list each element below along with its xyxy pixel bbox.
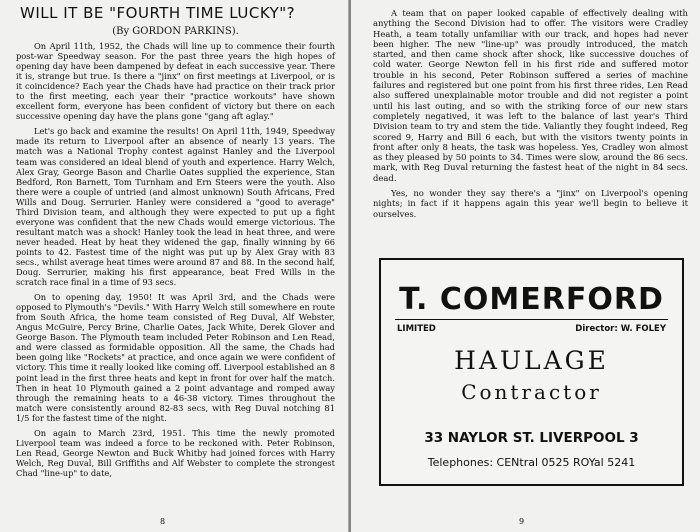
page-number: 9 [519,517,525,526]
advert-director: Director: W. FOLEY [575,324,666,334]
advert-limited-label: LIMITED [397,324,436,334]
advert-company-name: T. COMERFORD [399,282,664,317]
advert-service-subheading: Contractor [461,380,602,404]
article-paragraph: Yes, no wonder they say there's a "jinx" on Liverpool's opening nights; in fact if it happens again this year we'll begin to believe it ourselves. [373,188,688,219]
left-page [0,0,349,532]
article-paragraph: On April 11th, 1952, the Chads will line up to commence their fourth post-war Speedway season. For the past three years the high hopes of opening day have been dampened by defeat in each successive year. There it is, strange but true. Is there a "jinx" on first meetings at Liverpool, or is it coincidence? Each year the Chads have had practice on their track prior to the first meeting, each year their "practice workouts" have shown excellent form, everyone has been confident of victory but there on each successive opening day have the plans gone "gang aft aglay." [16,41,335,122]
advert-service-heading: HAULAGE [454,346,609,375]
article-byline: (By GORDON PARKINS). [112,26,239,37]
article-paragraph: On again to March 23rd, 1951. This time the newly promoted Liverpool team was indeed a force to be reckoned with. Peter Robinson, Len Read, George Newton and Buck Whitby had joined forces with Harry Welch, Reg Duval, Bill Griffiths and Alf Webster to complete the strongest Chad "line-up" to date, [16,427,335,478]
advert-telephones: Telephones: CENtral 0525 ROYal 5241 [427,456,636,469]
haulage-advertisement [379,258,684,486]
article-paragraph: On to opening day, 1950! It was April 3rd, and the Chads were opposed to Plymouth's "Devils." With Harry Welch still somewhere en route from South Africa, the home team consisted of Reg Duval, Alf Webster, Angus McGuire, Percy Brine, Charlie Oates, Jack White, Derek Glover and George Bason. The Plymouth team included Peter Robinson and Len Read, and were classed as formidable opposition. All the same, the Chads had been going like "Rockets" at practice, and once again we were confident of victory. This time it really looked like coming off. Liverpool established an 8 point lead in the first three heats and kept in front for over half the match. Then in heat 10 Plymouth gained a 2 point advantage and romped away through the remaining heats to a 46-38 victory. Times throughout the match were consistently around 82-83 secs, with Reg Duval notching 81 1/5 for the fastest time of the night. [16,292,335,423]
article-paragraph: Let's go back and examine the results! On April 11th, 1949, Speedway made its return to Liverpool after an absence of nearly 13 years. The match was a National Trophy contest against Hanley and the Liverpool team was considered an ideal blend of youth and experience. Harry Welch, Alex Gray, George Bason and Charlie Oates supplied the experience, Stan Bedford, Ron Barnett, Tom Turnham and Ern Steers were the youth. Also there were a couple of untried (and almost unknown) South Africans, Fred Wills and Doug. Serrurier. Hanley were considered a "good to average" Third Division team, and although they were expected to put up a fight everyone was confident that the new Chads would emerge victorious. The resultant match was a shock! Hanley took the lead in heat three, and were never headed. Heat by heat they widened the gap, finally winning by 66 points to 42. Fastest time of the night was put up by Alex Gray with 83 secs., whilst average heat times were around 87 and 88. In the second half, Doug. Serrurier, making his first appearance, beat Fred Wills in the scratch race final in a time of 93 secs. [16,126,335,288]
article-title: WILL IT BE "FOURTH TIME LUCKY"? [20,4,296,22]
advert-address: 33 NAYLOR ST. LIVERPOOL 3 [424,430,639,446]
article-paragraph: A team that on paper looked capable of effectively dealing with anything the Second Division had to offer. The visitors were Cradley Heath, a team totally unfamiliar with our track, and hopes had never been higher. The new "line-up" was proudly introduced, the match started, and then came shock after shock, like successive douches of cold water. George Newton fell in his first ride and suffered motor trouble in his second, Peter Robinson suffered a series of machine failures and registered but one point from his first three rides, Len Read also suffered unexplainable motor trouble and did not register a point until his last outing, and so with the striking force of our new stars completely negatived, it was left to the balance of last year's Third Division team to try and stem the tide. Valiantly they fought indeed, Reg scored 9, Harry and Bill 6 each, but with the visitors twenty points in front after only 8 heats, the task was hopeless. Yes, Cradley won almost as they pleased by 50 points to 34. Times were slow, around the 86 secs. mark, with Reg Duval returning the fastest heat of the night in 84 secs. dead. [373,8,688,183]
right-page [351,0,700,532]
page-number: 8 [160,517,166,526]
advert-divider [395,319,668,320]
